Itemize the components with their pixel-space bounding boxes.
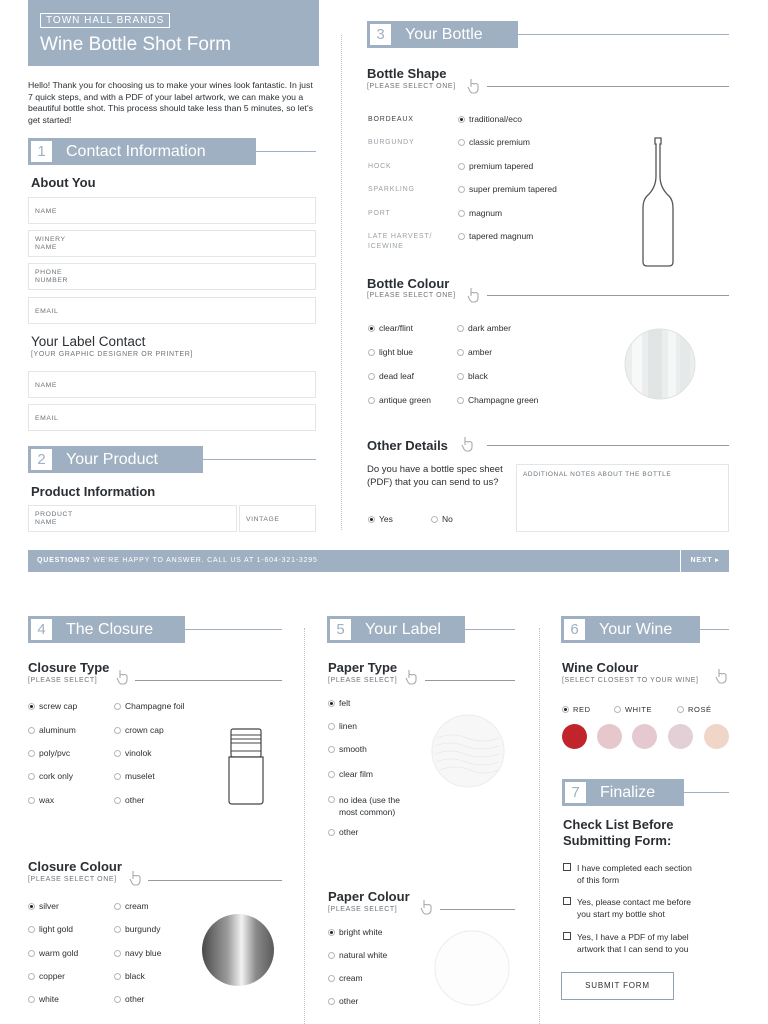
option-label: magnum <box>469 208 503 218</box>
closure-type-option[interactable] <box>114 748 151 758</box>
bottle-shape-sub: [PLEASE SELECT ONE] <box>367 83 456 90</box>
section-label: Your Wine <box>599 621 673 638</box>
form-title: Wine Bottle Shot Form <box>40 34 232 55</box>
shape-type-label: LATE HARVEST/ ICEWINE <box>368 233 433 250</box>
paper-type-option[interactable] <box>328 744 367 754</box>
checklist-item[interactable] <box>563 931 689 955</box>
checklist-item[interactable] <box>563 896 691 920</box>
option-label: copper <box>39 971 65 981</box>
radio[interactable] <box>328 998 335 1005</box>
shape-type-label: BORDEAUX <box>368 116 414 123</box>
pointer-hand-icon <box>467 287 479 303</box>
closure-type-sub: [PLEASE SELECT] <box>28 677 98 684</box>
paper-type-heading: Paper Type <box>328 660 398 675</box>
closure-type-option[interactable] <box>114 795 144 805</box>
paper-colour-option[interactable] <box>328 973 363 983</box>
option-label: Champagne foil <box>125 701 185 711</box>
field-label: WINERY NAME <box>35 236 66 251</box>
divider <box>425 680 515 681</box>
radio-selected[interactable] <box>368 325 375 332</box>
radio[interactable] <box>328 829 335 836</box>
field-label: EMAIL <box>35 308 59 315</box>
closure-colour-heading: Closure Colour <box>28 859 122 874</box>
paper-type-sub: [PLEASE SELECT] <box>328 677 398 684</box>
option-label: Yes <box>379 514 393 524</box>
radio[interactable] <box>458 186 465 193</box>
radio[interactable] <box>114 950 121 957</box>
wine-swatch[interactable] <box>632 724 657 749</box>
radio[interactable] <box>328 746 335 753</box>
section-number: 2 <box>31 449 52 470</box>
radio[interactable] <box>28 926 35 933</box>
pointer-hand-icon <box>461 436 473 452</box>
option-label: muselet <box>125 771 155 781</box>
paper-type-option[interactable] <box>328 794 400 818</box>
section-label: The Closure <box>66 621 154 638</box>
radio[interactable] <box>114 797 121 804</box>
section-number: 1 <box>31 141 52 162</box>
product-info-heading: Product Information <box>31 484 156 499</box>
bottle-colour-option[interactable] <box>457 395 538 405</box>
bottle-colour-option[interactable] <box>457 323 511 333</box>
radio-selected[interactable] <box>368 516 375 523</box>
closure-colour-option[interactable] <box>114 901 149 911</box>
email-field[interactable] <box>28 297 316 324</box>
bottle-shape-option[interactable] <box>458 208 502 218</box>
radio[interactable] <box>328 796 335 803</box>
closure-colour-option[interactable] <box>28 971 65 981</box>
radio[interactable] <box>28 773 35 780</box>
screw-cap-bottle-icon <box>226 727 266 805</box>
bottle-colour-heading: Bottle Colour <box>367 276 450 291</box>
bottle-shape-option[interactable] <box>458 137 530 147</box>
phone-number-field[interactable] <box>28 263 316 290</box>
wine-colour-option[interactable] <box>614 705 652 714</box>
option-label: black <box>468 371 488 381</box>
about-you-heading: About You <box>31 175 96 190</box>
closure-colour-option[interactable] <box>28 924 73 934</box>
divider <box>203 459 316 460</box>
option-label: warm gold <box>39 948 79 958</box>
option-label: other <box>125 795 145 805</box>
divider <box>440 909 515 910</box>
spec-sheet-question: Do you have a bottle spec sheet (PDF) that you can send to us? <box>367 464 503 488</box>
paper-colour-heading: Paper Colour <box>328 889 410 904</box>
closure-type-option[interactable] <box>114 771 155 781</box>
wine-swatch[interactable] <box>562 724 587 749</box>
section-2-header <box>28 446 203 473</box>
radio[interactable] <box>457 325 464 332</box>
option-label: other <box>125 994 145 1004</box>
checklist-item[interactable] <box>563 862 692 886</box>
section-label: Contact Information <box>66 143 206 160</box>
section-label: Your Bottle <box>405 26 483 43</box>
radio[interactable] <box>368 373 375 380</box>
form-header <box>28 0 319 66</box>
closure-type-heading: Closure Type <box>28 660 110 675</box>
radio[interactable] <box>114 727 121 734</box>
section-number: 3 <box>370 24 391 45</box>
bottle-colour-option[interactable] <box>368 347 413 357</box>
radio[interactable] <box>114 773 121 780</box>
option-label: premium tapered <box>469 161 534 171</box>
intro-text: Hello! Thank you for choosing us to make your wines look fantastic. In just 7 quick steps, and with a PDF of your label artwork, we can make you a beautiful bottle shot. This process should take less than 5 minutes, so let's get started! <box>28 80 313 125</box>
shape-type-label: PORT <box>368 210 391 217</box>
radio[interactable] <box>431 516 438 523</box>
label-contact-heading: Your Label Contact <box>31 334 146 349</box>
option-label: No <box>442 514 453 524</box>
radio-selected[interactable] <box>28 703 35 710</box>
pointer-hand-icon <box>715 668 727 684</box>
radio[interactable] <box>28 996 35 1003</box>
bottle-colour-option[interactable] <box>368 323 413 333</box>
checkbox[interactable] <box>563 863 571 871</box>
bottle-notes-textarea[interactable] <box>516 464 729 532</box>
bright-white-swatch <box>434 930 510 1006</box>
radio[interactable] <box>328 723 335 730</box>
bottle-colour-option[interactable] <box>368 395 431 405</box>
option-label: WHITE <box>625 705 653 714</box>
paper-colour-option[interactable] <box>328 927 382 937</box>
field-label: NAME <box>35 208 58 215</box>
pointer-hand-icon <box>467 78 479 94</box>
other-details-heading: Other Details <box>367 438 448 453</box>
option-label: smooth <box>339 744 367 754</box>
wine-colour-option[interactable] <box>562 705 591 714</box>
option-label: cream <box>339 973 363 983</box>
checklist-heading: Check List Before Submitting Form: <box>563 817 674 848</box>
paper-colour-sub: [PLEASE SELECT] <box>328 906 398 913</box>
option-label: cream <box>125 901 149 911</box>
option-label: amber <box>468 347 493 357</box>
label-contact-email-field[interactable] <box>28 404 316 431</box>
wine-colour-sub: [SELECT CLOSEST TO YOUR WINE] <box>562 677 699 684</box>
section-label: Finalize <box>600 784 656 801</box>
radio-selected[interactable] <box>328 929 335 936</box>
closure-type-option[interactable] <box>28 771 73 781</box>
option-label: aluminum <box>39 725 76 735</box>
submit-form-button[interactable]: SUBMIT FORM <box>561 972 674 1000</box>
column-divider <box>304 628 305 1024</box>
option-label: traditional/eco <box>469 114 522 124</box>
option-label: other <box>339 996 359 1006</box>
radio-selected[interactable] <box>328 700 335 707</box>
wine-swatch[interactable] <box>704 724 729 749</box>
pointer-hand-icon <box>129 870 141 886</box>
option-label: classic premium <box>469 137 530 147</box>
section-label: Your Label <box>365 621 441 638</box>
checkbox[interactable] <box>563 897 571 905</box>
product-name-field[interactable] <box>28 505 237 532</box>
pointer-hand-icon <box>405 669 417 685</box>
divider <box>135 680 282 681</box>
option-label: Champagne green <box>468 395 539 405</box>
silver-swatch <box>201 913 275 987</box>
checklist-label: I have completed each section of this form <box>577 863 692 885</box>
section-number: 7 <box>565 782 586 803</box>
option-label: cork only <box>39 771 74 781</box>
option-label: clear/flint <box>379 323 414 333</box>
bottle-shape-option[interactable] <box>458 161 533 171</box>
bottle-colour-sub: [PLEASE SELECT ONE] <box>367 292 456 299</box>
option-label: no idea (use the most common) <box>339 795 400 817</box>
option-label: felt <box>339 698 351 708</box>
divider <box>256 151 316 152</box>
questions-phone: WE'RE HAPPY TO ANSWER. CALL US AT 1-604-321-3295 <box>90 557 318 564</box>
radio[interactable] <box>458 139 465 146</box>
closure-type-option[interactable] <box>28 701 77 711</box>
radio[interactable] <box>458 233 465 240</box>
field-label: PRODUCT NAME <box>35 511 73 526</box>
radio-selected[interactable] <box>28 903 35 910</box>
option-label: ROSÉ <box>688 705 712 714</box>
radio[interactable] <box>114 973 121 980</box>
section-6-header <box>561 616 700 643</box>
divider <box>700 629 729 630</box>
brand-logo: TOWN HALL BRANDS <box>40 13 170 28</box>
paper-type-option[interactable] <box>328 698 350 708</box>
wine-colour-option[interactable] <box>677 705 712 714</box>
radio[interactable] <box>457 373 464 380</box>
option-label: screw cap <box>39 701 78 711</box>
radio[interactable] <box>114 996 121 1003</box>
option-label: poly/pvc <box>39 748 71 758</box>
option-label: other <box>339 827 359 837</box>
option-label: RED <box>573 705 591 714</box>
option-label: antique green <box>379 395 431 405</box>
option-label: light blue <box>379 347 414 357</box>
column-divider <box>539 628 540 1024</box>
label-contact-name-field[interactable] <box>28 371 316 398</box>
glass-colour-swatch <box>624 328 696 400</box>
section-label: Your Product <box>66 451 158 468</box>
radio[interactable] <box>368 397 375 404</box>
radio[interactable] <box>328 771 335 778</box>
paper-colour-option[interactable] <box>328 950 387 960</box>
questions-label: QUESTIONS? <box>37 557 91 564</box>
checklist-label: Yes, I have a PDF of my label artwork that I can send to you <box>577 932 689 954</box>
paper-type-option[interactable] <box>328 827 358 837</box>
divider <box>684 792 729 793</box>
radio[interactable] <box>614 706 621 713</box>
divider <box>487 445 729 446</box>
radio[interactable] <box>114 703 121 710</box>
questions-text <box>37 557 318 564</box>
option-label: tapered magnum <box>469 231 534 241</box>
bottle-shape-option[interactable] <box>458 231 533 241</box>
checkbox[interactable] <box>563 932 571 940</box>
radio[interactable] <box>458 163 465 170</box>
divider <box>487 86 729 87</box>
radio[interactable] <box>458 210 465 217</box>
option-label: super premium tapered <box>469 184 557 194</box>
closure-type-option[interactable] <box>28 795 54 805</box>
closure-type-option[interactable] <box>114 701 185 711</box>
radio[interactable] <box>114 926 121 933</box>
bottle-shape-heading: Bottle Shape <box>367 66 447 81</box>
wine-colour-heading: Wine Colour <box>562 660 639 675</box>
radio[interactable] <box>328 975 335 982</box>
radio-selected[interactable] <box>562 706 569 713</box>
divider <box>465 629 515 630</box>
option-label: navy blue <box>125 948 162 958</box>
option-label: crown cap <box>125 725 164 735</box>
option-label: dead leaf <box>379 371 414 381</box>
spec-no-option[interactable] <box>431 514 453 524</box>
closure-colour-option[interactable] <box>28 994 59 1004</box>
wine-swatch[interactable] <box>597 724 622 749</box>
section-4-header <box>28 616 185 643</box>
option-label: burgundy <box>125 924 161 934</box>
vintage-field[interactable] <box>239 505 316 532</box>
radio[interactable] <box>368 349 375 356</box>
radio[interactable] <box>457 349 464 356</box>
closure-type-option[interactable] <box>28 725 76 735</box>
closure-colour-option[interactable] <box>114 924 160 934</box>
section-7-header <box>562 779 684 806</box>
section-number: 6 <box>564 619 585 640</box>
field-label: PHONE NUMBER <box>35 269 69 284</box>
section-number: 5 <box>330 619 351 640</box>
paper-type-option[interactable] <box>328 769 373 779</box>
field-label: VINTAGE <box>246 516 280 523</box>
radio[interactable] <box>114 750 121 757</box>
bottle-colour-option[interactable] <box>457 347 492 357</box>
field-label: NAME <box>35 382 58 389</box>
option-label: linen <box>339 721 357 731</box>
pointer-hand-icon <box>116 669 128 685</box>
option-label: bright white <box>339 927 383 937</box>
option-label: dark amber <box>468 323 511 333</box>
radio-selected[interactable] <box>458 116 465 123</box>
shape-type-label: SPARKLING <box>368 186 415 193</box>
divider <box>148 880 282 881</box>
questions-bar <box>28 550 729 572</box>
field-label: EMAIL <box>35 415 59 422</box>
radio[interactable] <box>28 973 35 980</box>
option-label: wax <box>39 795 55 805</box>
checklist-label: Yes, please contact me before you start my bottle shot <box>577 897 692 919</box>
option-label: black <box>125 971 145 981</box>
felt-paper-swatch <box>431 714 505 788</box>
closure-colour-option[interactable] <box>28 901 59 911</box>
radio[interactable] <box>28 750 35 757</box>
divider <box>185 629 282 630</box>
closure-colour-option[interactable] <box>28 948 78 958</box>
radio[interactable] <box>28 727 35 734</box>
option-label: natural white <box>339 950 388 960</box>
closure-colour-option[interactable] <box>114 948 161 958</box>
radio[interactable] <box>677 706 684 713</box>
divider <box>487 295 729 296</box>
textarea-placeholder: ADDITIONAL NOTES ABOUT THE BOTTLE <box>523 471 672 478</box>
closure-type-option[interactable] <box>114 725 164 735</box>
option-label: clear film <box>339 769 374 779</box>
next-button[interactable]: NEXT ▸ <box>680 550 729 572</box>
radio[interactable] <box>28 797 35 804</box>
bottle-colour-option[interactable] <box>368 371 414 381</box>
radio[interactable] <box>328 952 335 959</box>
bottle-colour-option[interactable] <box>457 371 488 381</box>
closure-colour-sub: [PLEASE SELECT ONE] <box>28 876 117 883</box>
label-contact-sub: [YOUR GRAPHIC DESIGNER OR PRINTER] <box>31 351 193 358</box>
section-5-header <box>327 616 465 643</box>
option-label: silver <box>39 901 59 911</box>
closure-colour-option[interactable] <box>114 994 144 1004</box>
paper-type-option[interactable] <box>328 721 357 731</box>
closure-colour-option[interactable] <box>114 971 145 981</box>
closure-type-option[interactable] <box>28 748 70 758</box>
section-3-header <box>367 21 518 48</box>
option-label: vinolok <box>125 748 152 758</box>
column-divider <box>341 35 342 530</box>
name-field[interactable] <box>28 197 316 224</box>
section-1-header <box>28 138 256 165</box>
paper-colour-option[interactable] <box>328 996 358 1006</box>
option-label: light gold <box>39 924 74 934</box>
shape-type-label: HOCK <box>368 163 392 170</box>
winery-name-field[interactable] <box>28 230 316 257</box>
wine-bottle-icon <box>638 136 678 268</box>
section-number: 4 <box>31 619 52 640</box>
radio[interactable] <box>457 397 464 404</box>
bottle-shape-option[interactable] <box>458 184 557 194</box>
shape-type-label: BURGUNDY <box>368 139 415 146</box>
wine-swatch[interactable] <box>668 724 693 749</box>
radio[interactable] <box>28 950 35 957</box>
pointer-hand-icon <box>420 899 432 915</box>
bottle-shape-option[interactable] <box>458 114 522 124</box>
divider <box>518 34 729 35</box>
spec-yes-option[interactable] <box>368 514 393 524</box>
option-label: white <box>39 994 59 1004</box>
radio[interactable] <box>114 903 121 910</box>
